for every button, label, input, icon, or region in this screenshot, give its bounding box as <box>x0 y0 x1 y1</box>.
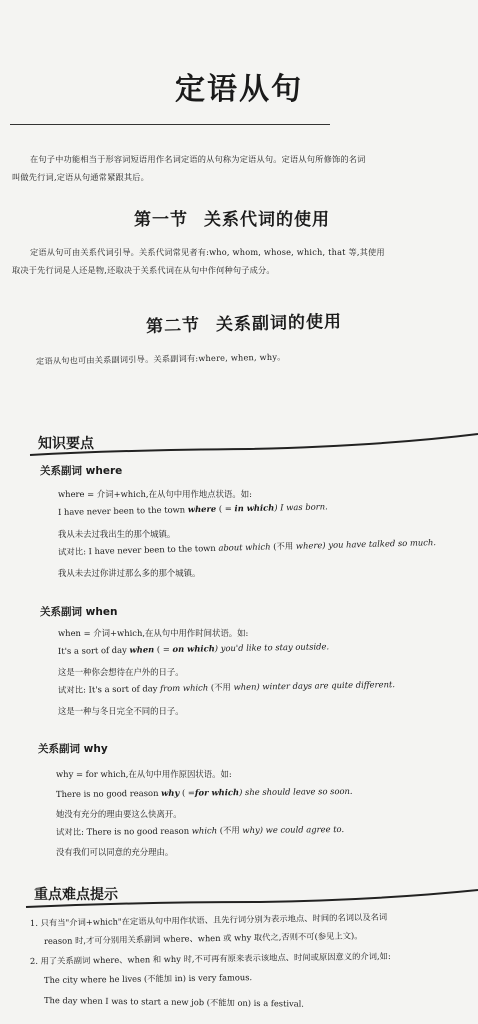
text-run: (不用 <box>208 681 234 693</box>
tip-2-example-1: The city where he lives (不能加 in) is very famous. <box>43 972 253 985</box>
text-run: where <box>187 503 217 515</box>
where-def: where = 介词+which,在从句中用作地点状语。如: <box>58 489 252 499</box>
text-run: ( = <box>216 503 235 514</box>
title-divider <box>10 124 330 125</box>
text-run: which <box>191 825 218 836</box>
section-2-heading <box>146 307 343 337</box>
text-run: There is no good reason <box>55 787 162 799</box>
section-2-number: 第二节 <box>145 315 201 337</box>
text-run: when <box>233 681 257 692</box>
tip-2-line-1: 2. 用了关系副词 where、when 和 why 时,不可再有原来表示该地点、时间或原因意义的介词,如: <box>29 950 391 966</box>
why-compare-translation: 没有我们可以同意的充分理由。 <box>56 847 174 857</box>
where-example <box>58 500 328 518</box>
text-run: about which <box>218 541 271 553</box>
intro-line-2: 叫做先行词,定语从句通常紧跟其后。 <box>12 172 150 182</box>
when-compare <box>58 678 395 696</box>
text-run: ) I was born. <box>274 501 328 513</box>
text-run: (不用 <box>217 825 243 836</box>
section-2-name: 关系副词的使用 <box>215 311 343 336</box>
section-1-name: 关系代词的使用 <box>204 210 330 230</box>
text-run: ) you have talked so much. <box>322 537 437 551</box>
text-run: for which <box>194 787 240 798</box>
why-compare <box>56 823 344 838</box>
text-run: 试对比: There is no good reason <box>55 825 192 837</box>
text-run: when <box>129 644 155 655</box>
text-run: why <box>161 787 180 798</box>
section-2-text: 定语从句也可由关系副词引导。关系副词有:where, when, why。 <box>35 351 286 366</box>
text-run: ) we could agree to. <box>259 823 345 835</box>
page-title: 定语从句 <box>175 72 303 107</box>
knowledge-swoosh <box>0 428 478 468</box>
text-run: in which <box>234 502 275 514</box>
text-run: 试对比: It's a sort of day <box>57 683 161 695</box>
tips-heading: 重点难点提示 <box>34 887 118 903</box>
where-compare-translation: 我从未去过你讲过那么多的那个城镇。 <box>58 568 201 578</box>
tip-1-line-1: 1. 只有当"介词+which"在定语从句中用作状语、且先行词分别为表示地点、时间的名词以及名词 <box>29 911 388 928</box>
text-run: I have never been to the town <box>57 504 188 517</box>
text-run: ( = <box>179 787 195 798</box>
section-1-text-2: 取决于先行词是人还是物,还取决于关系代词在从句中作何种句子成分。 <box>12 265 275 275</box>
text-run: It's a sort of day <box>57 644 130 656</box>
knowledge-heading: 知识要点 <box>38 436 94 452</box>
section-1-heading <box>134 205 330 230</box>
tip-1-line-2: reason 时,才可分别用关系副词 where、when 或 why 取代之,否则不可(参见上文)。 <box>43 930 363 946</box>
when-def: when = 介词+which,在从句中用作时间状语。如: <box>58 628 249 638</box>
why-translation: 她没有充分的理由要这么快离开。 <box>56 809 182 819</box>
text-run: (不用 <box>270 540 296 552</box>
why-example <box>56 785 353 800</box>
text-run: from which <box>160 682 209 694</box>
when-translation: 这是一种你会想待在户外的日子。 <box>58 667 184 677</box>
text-run: where <box>295 540 323 551</box>
section-1-number: 第一节 <box>134 210 188 230</box>
section-1-text-1: 定语从句可由关系代词引导。关系代词常见者有:who, whom, whose, which, that 等,其使用 <box>30 247 385 257</box>
why-heading: 关系副词 why <box>38 743 108 755</box>
text-run: ) she should leave so soon. <box>239 785 353 798</box>
when-compare-translation: 这是一种与冬日完全不同的日子。 <box>58 706 184 716</box>
text-run: 试对比: I have never been to the town <box>57 542 219 557</box>
where-heading: 关系副词 where <box>40 465 123 477</box>
text-run: ) you'd like to stay outside. <box>214 641 330 654</box>
tip-2-example-2: The day when I was to start a new job (不能加 on) is a festival. <box>43 995 305 1009</box>
where-translation: 我从未去过我出生的那个城镇。 <box>58 529 176 539</box>
why-def: why = for which,在从句中用作原因状语。如: <box>56 769 232 779</box>
text-run: on which <box>172 643 215 655</box>
when-heading: 关系副词 when <box>40 606 118 618</box>
intro-line-1: 在句子中功能相当于形容词短语用作名词定语的从句称为定语从句。定语从句所修饰的名词 <box>30 154 366 164</box>
text-run: ) winter days are quite different. <box>256 679 396 692</box>
text-run: why <box>242 824 260 836</box>
when-example <box>58 640 329 657</box>
text-run: ( = <box>154 644 173 655</box>
